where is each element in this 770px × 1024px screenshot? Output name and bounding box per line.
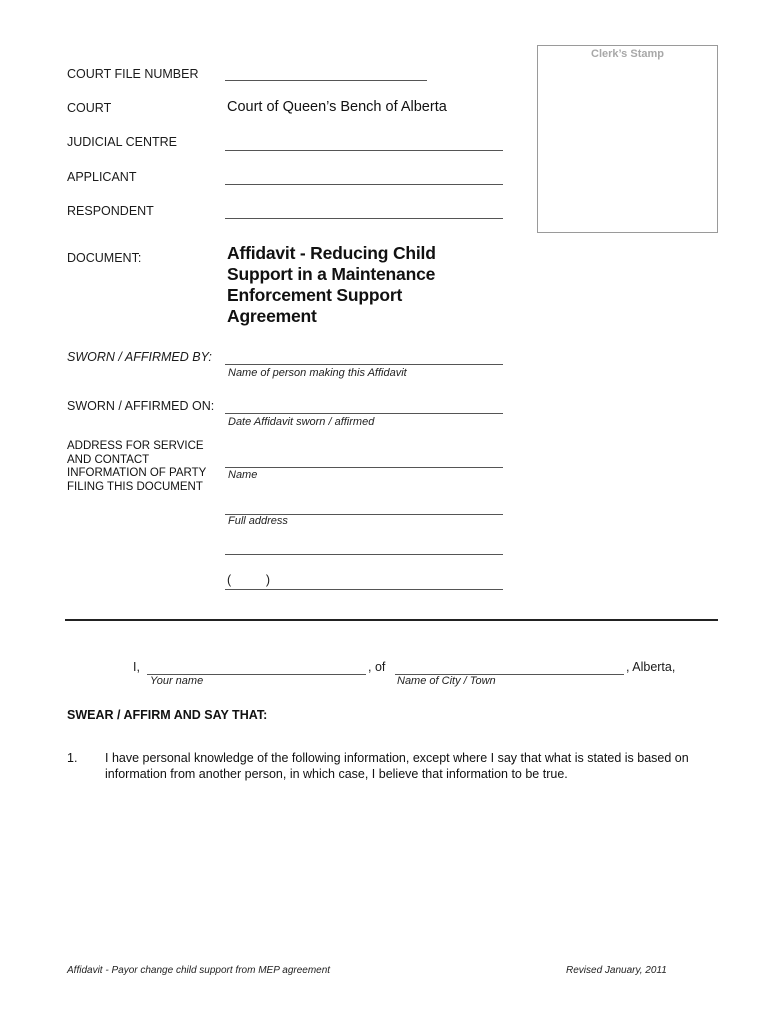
applicant-field[interactable]: [225, 184, 503, 185]
clerks-stamp-box: [537, 45, 718, 233]
section-divider: [65, 619, 718, 621]
sworn-by-hint: Name of person making this Affidavit: [228, 367, 407, 379]
phone-area-code: ( ): [227, 573, 271, 587]
item-1-number: 1.: [67, 751, 78, 765]
judicial-centre-field[interactable]: [225, 150, 503, 151]
footer-left: Affidavit - Payor change child support from MEP agreement: [67, 965, 331, 976]
name-hint: Name: [228, 469, 258, 481]
phone-field[interactable]: [225, 589, 503, 590]
i-prefix: I,: [133, 660, 140, 674]
respondent-field[interactable]: [225, 218, 503, 219]
document-title: Affidavit - Reducing Child Support in a Maintenance Enforcement Support Agreement: [227, 243, 436, 326]
document-label: DOCUMENT:: [67, 251, 142, 265]
footer-right: Revised January, 2011: [566, 965, 667, 976]
sworn-on-label: SWORN / AFFIRMED ON:: [67, 399, 215, 413]
sworn-on-hint: Date Affidavit sworn / affirmed: [228, 416, 375, 428]
sworn-by-label: SWORN / AFFIRMED BY:: [67, 350, 212, 364]
sworn-on-field[interactable]: [225, 413, 503, 414]
alberta-text: , Alberta,: [626, 660, 676, 674]
full-address-hint: Full address: [228, 515, 288, 527]
clerks-stamp-label: Clerk’s Stamp: [591, 48, 664, 60]
applicant-label: APPLICANT: [67, 170, 137, 184]
court-file-number-field[interactable]: [225, 80, 427, 81]
of-text: , of: [368, 660, 386, 674]
name-field[interactable]: [225, 467, 503, 468]
city-hint: Name of City / Town: [397, 675, 496, 687]
item-1-text: I have personal knowledge of the following information, except where I say that what is stated is based on information from another person, in which case, I believe that information to be true.: [105, 751, 689, 781]
sworn-by-field[interactable]: [225, 364, 503, 365]
respondent-label: RESPONDENT: [67, 204, 154, 218]
your-name-hint: Your name: [150, 675, 204, 687]
judicial-centre-label: JUDICIAL CENTRE: [67, 135, 177, 149]
swear-heading: SWEAR / AFFIRM AND SAY THAT:: [67, 708, 268, 722]
address-for-service-label: ADDRESS FOR SERVICE AND CONTACT INFORMATION OF PARTY FILING THIS DOCUMENT: [67, 440, 207, 493]
court-label: COURT: [67, 101, 112, 115]
court-file-number-label: COURT FILE NUMBER: [67, 67, 199, 81]
court-value: Court of Queen’s Bench of Alberta: [227, 99, 447, 115]
address-line-2-field[interactable]: [225, 554, 503, 555]
